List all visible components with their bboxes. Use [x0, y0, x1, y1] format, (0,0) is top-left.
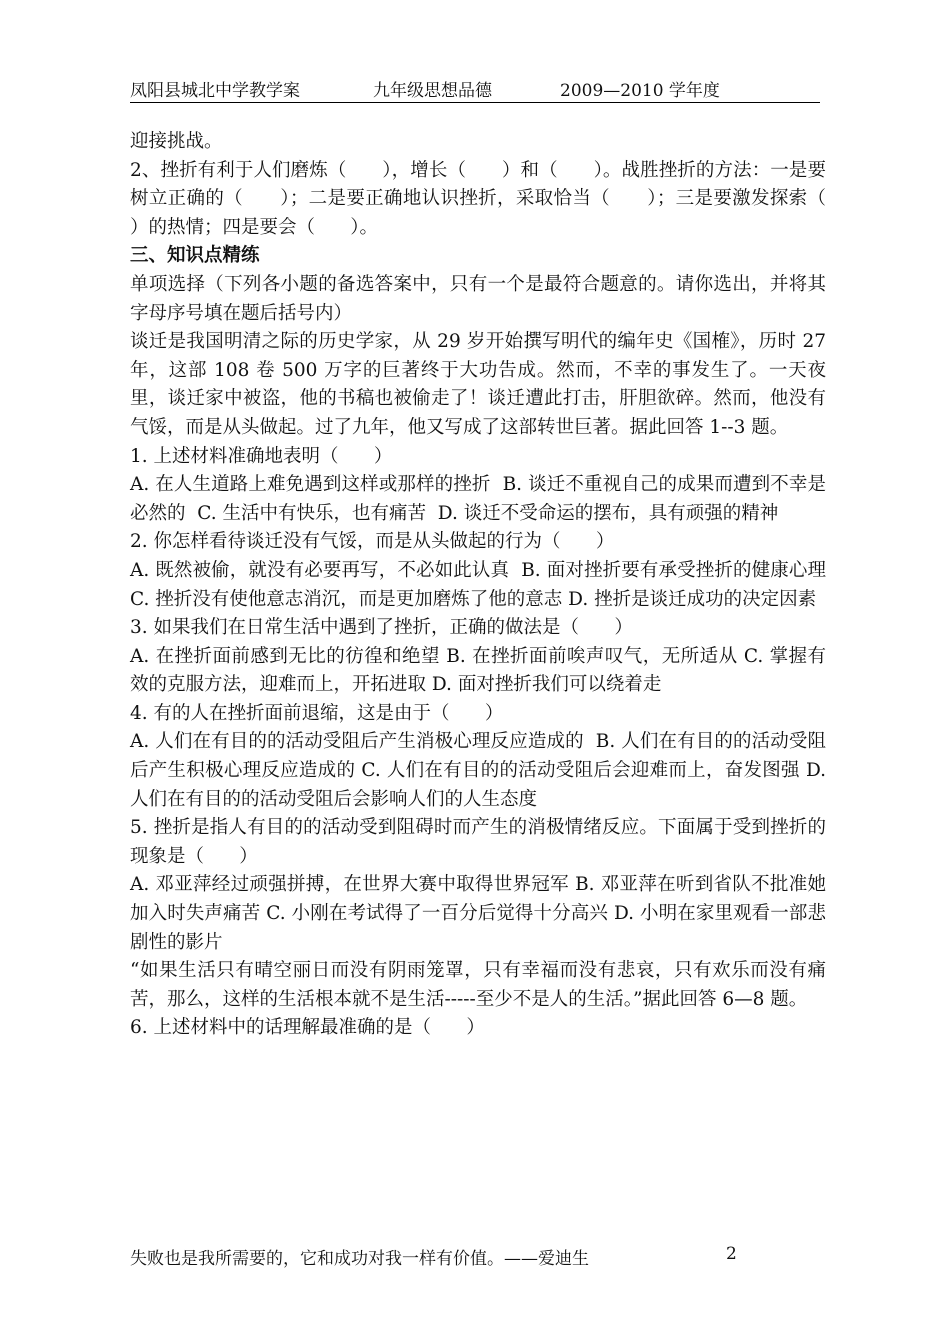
question: 2. 你怎样看待谈迁没有气馁，而是从头做起的行为（ ）	[130, 531, 615, 553]
answer-options: A. 人们在有目的的活动受阻后产生消极心理反应造成的 B. 人们在有目的的活动受阻后产生积极心理反应造成的 C. 人们在有目的的活动受阻后会迎难而上，奋发图强 D. 人们在有目的的活动受阻后会影响人们的人生态度	[130, 731, 832, 810]
answer-options: A. 既然被偷，就没有必要再写，不必如此认真 B. 面对挫折要有承受挫折的健康心理 C. 挫折没有使他意志消沉，而是更加磨炼了他的意志 D. 挫折是谈迁成功的决定因素	[130, 559, 838, 610]
header-school: 凤阳县城北中学教学案	[130, 81, 300, 101]
footer-quote: 失败也是我所需要的，它和成功对我一样有价值。——爱迪生	[130, 1249, 589, 1269]
answer-options: A. 在挫折面前感到无比的彷徨和绝望 B. 在挫折面前唉声叹气，无所适从 C. 掌握有效的克服方法，迎难而上，开拓进取 D. 面对挫折我们可以绕着走	[130, 645, 826, 696]
answer-options: A. 邓亚萍经过顽强拼搏，在世界大赛中取得世界冠军 B. 邓亚萍在听到省队不批准她加入时失声痛苦 C. 小刚在考试得了一百分后觉得十分高兴 D. 小明在家里观看一部悲剧性的影片	[130, 874, 826, 953]
page-header	[130, 76, 820, 103]
question: 6. 上述材料中的话理解最准确的是（ ）	[130, 1017, 485, 1039]
question: 1. 上述材料准确地表明（ ）	[130, 445, 393, 467]
question: 3. 如果我们在日常生活中遇到了挫折，正确的做法是（ ）	[130, 617, 633, 639]
question: 5. 挫折是指人有目的的活动受到阻碍时而产生的消极情绪反应。下面属于受到挫折的现象是（ ）	[130, 817, 826, 867]
section-heading: 三、知识点精练	[130, 245, 260, 267]
header-subject: 九年级思想品德	[373, 81, 492, 101]
paragraph: 单项选择（下列各小题的备选答案中，只有一个是最符合题意的。请你选出，并将其字母序号填在题后括号内）	[130, 273, 826, 324]
paragraph: 谈迁是我国明清之际的历史学家，从 29 岁开始撰写明代的编年史《国榷》，历时 27 年，这部 108 卷 500 万字的巨著终于大功告成。然而，不幸的事发生了。一天夜里，谈迁家中被盗，他的书稿也被偷走了！谈迁遭此打击，肝胆欲碎。然而，他没有气馁，而是从头做起。过了九年，他又写成了这部转世巨著。据此回答 1--3 题。	[130, 331, 832, 438]
document-body	[130, 128, 862, 1043]
paragraph: 迎接挑战。	[130, 131, 223, 152]
page-number: 2	[726, 1244, 737, 1264]
paragraph: “如果生活只有晴空丽日而没有阴雨笼罩，只有幸福而没有悲哀，只有欢乐而没有痛苦，那么，这样的生活根本就不是生活-----至少不是人的生活。”据此回答 6—8 题。	[130, 960, 826, 1010]
paragraph: 2、挫折有利于人们磨炼（ ），增长（ ）和（ ）。战胜挫折的方法：一是要树立正确的（ ）；二是要正确地认识挫折，采取恰当（ ）；三是要激发探索（ ）的热情；四是要会（ ）。	[130, 159, 862, 238]
question: 4. 有的人在挫折面前退缩，这是由于（ ）	[130, 702, 504, 724]
answer-options: A. 在人生道路上难免遇到这样或那样的挫折 B. 谈迁不重视自己的成果而遭到不幸是必然的 C. 生活中有快乐，也有痛苦 D. 谈迁不受命运的摆布，具有顽强的精神	[130, 474, 826, 524]
header-year: 2009—2010 学年度	[560, 81, 720, 101]
